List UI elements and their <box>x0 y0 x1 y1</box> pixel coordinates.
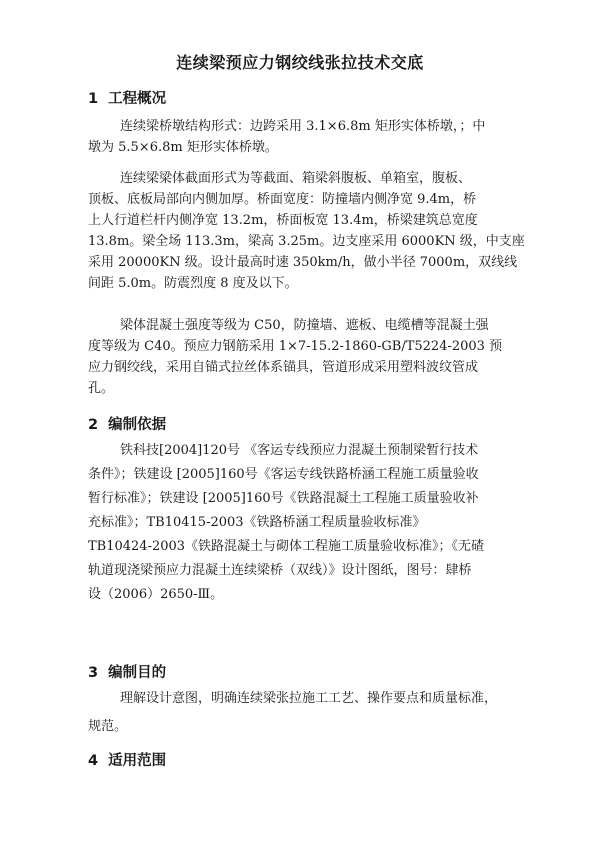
section-heading-3 <box>88 661 166 682</box>
text-line: 充标准》；TB10415-2003《铁路桥涵工程质量验收标准》 <box>88 515 426 530</box>
paragraph-pier-structure <box>88 116 528 158</box>
text-line: 铁科技[2004]120号 《客运专线预应力混凝土预制梁暂行技术 <box>120 443 479 458</box>
paragraph-concrete-strength <box>88 315 528 399</box>
document-title: 连续梁预应力钢绞线张拉技术交底 <box>176 53 424 72</box>
text-line: 墩为 5.5×6.8m 矩形实体桥墩。 <box>88 140 278 155</box>
section-heading-1 <box>88 87 166 108</box>
paragraph-beam-section <box>88 168 528 294</box>
text-line: 间距 5.0m。防震烈度 8 度及以下。 <box>88 276 298 291</box>
text-line: 规范。 <box>88 719 128 734</box>
paragraph-references <box>88 439 528 607</box>
text-line: 顶板、底板局部向内侧加厚。桥面宽度：防撞墙内侧净宽 9.4m，桥 <box>88 192 477 207</box>
section-heading-2 <box>88 413 166 434</box>
text-line: 上人行道栏杆内侧净宽 13.2m，桥面板宽 13.4m，桥梁建筑总宽度 <box>88 213 478 228</box>
text-line: 条件》；铁建设 [2005]160号《客运专线铁路桥涵工程施工质量验收 <box>88 467 479 482</box>
paragraph-purpose <box>88 685 528 741</box>
text-line: 设（2006）2650-Ⅲ。 <box>88 587 224 602</box>
section-title: 适用范围 <box>108 753 167 769</box>
text-line: 连续梁梁体截面形式为等截面、箱梁斜腹板、单箱室，腹板、 <box>120 171 472 186</box>
section-heading-4 <box>88 749 166 770</box>
text-line: TB10424-2003《铁路混凝土与砌体工程施工质量验收标准》；《无碴 <box>88 539 485 554</box>
section-number: 2 <box>88 417 99 433</box>
text-line: 度等级为 C40。预应力钢筋采用 1×7-15.2-1860-GB/T5224-2003 预 <box>88 339 503 354</box>
text-line: 13.8m。梁全场 113.3m，梁高 3.25m。边支座采用 6000KN 级，中支座 <box>88 234 525 249</box>
text-line: 梁体混凝土强度等级为 C50，防撞墙、遮板、电缆槽等混凝土强 <box>120 318 489 333</box>
text-line: 轨道现浇梁预应力混凝土连续梁桥（双线）》设计图纸，图号：肆桥 <box>88 563 472 578</box>
text-line: 连续梁桥墩结构形式：边跨采用 3.1×6.8m 矩形实体桥墩，；中 <box>120 119 486 134</box>
section-title: 编制目的 <box>108 665 167 681</box>
text-line: 理解设计意图，明确连续梁张拉施工工艺、操作要点和质量标准， <box>120 691 498 706</box>
text-line: 应力钢绞线，采用自锚式拉丝体系锚具，管道形成采用塑料波纹管成 <box>88 360 479 375</box>
section-title: 编制依据 <box>108 417 167 433</box>
text-line: 采用 20000KN 级。设计最高时速 350km/h，做小半径 7000m，双线线 <box>88 255 518 270</box>
section-number: 1 <box>88 91 99 107</box>
section-number: 3 <box>88 665 99 681</box>
section-number: 4 <box>88 753 99 769</box>
section-title: 工程概况 <box>108 91 167 107</box>
text-line: 孔。 <box>88 381 115 396</box>
text-line: 暂行标准》；铁建设 [2005]160号《铁路混凝土工程施工质量验收补 <box>88 491 479 506</box>
